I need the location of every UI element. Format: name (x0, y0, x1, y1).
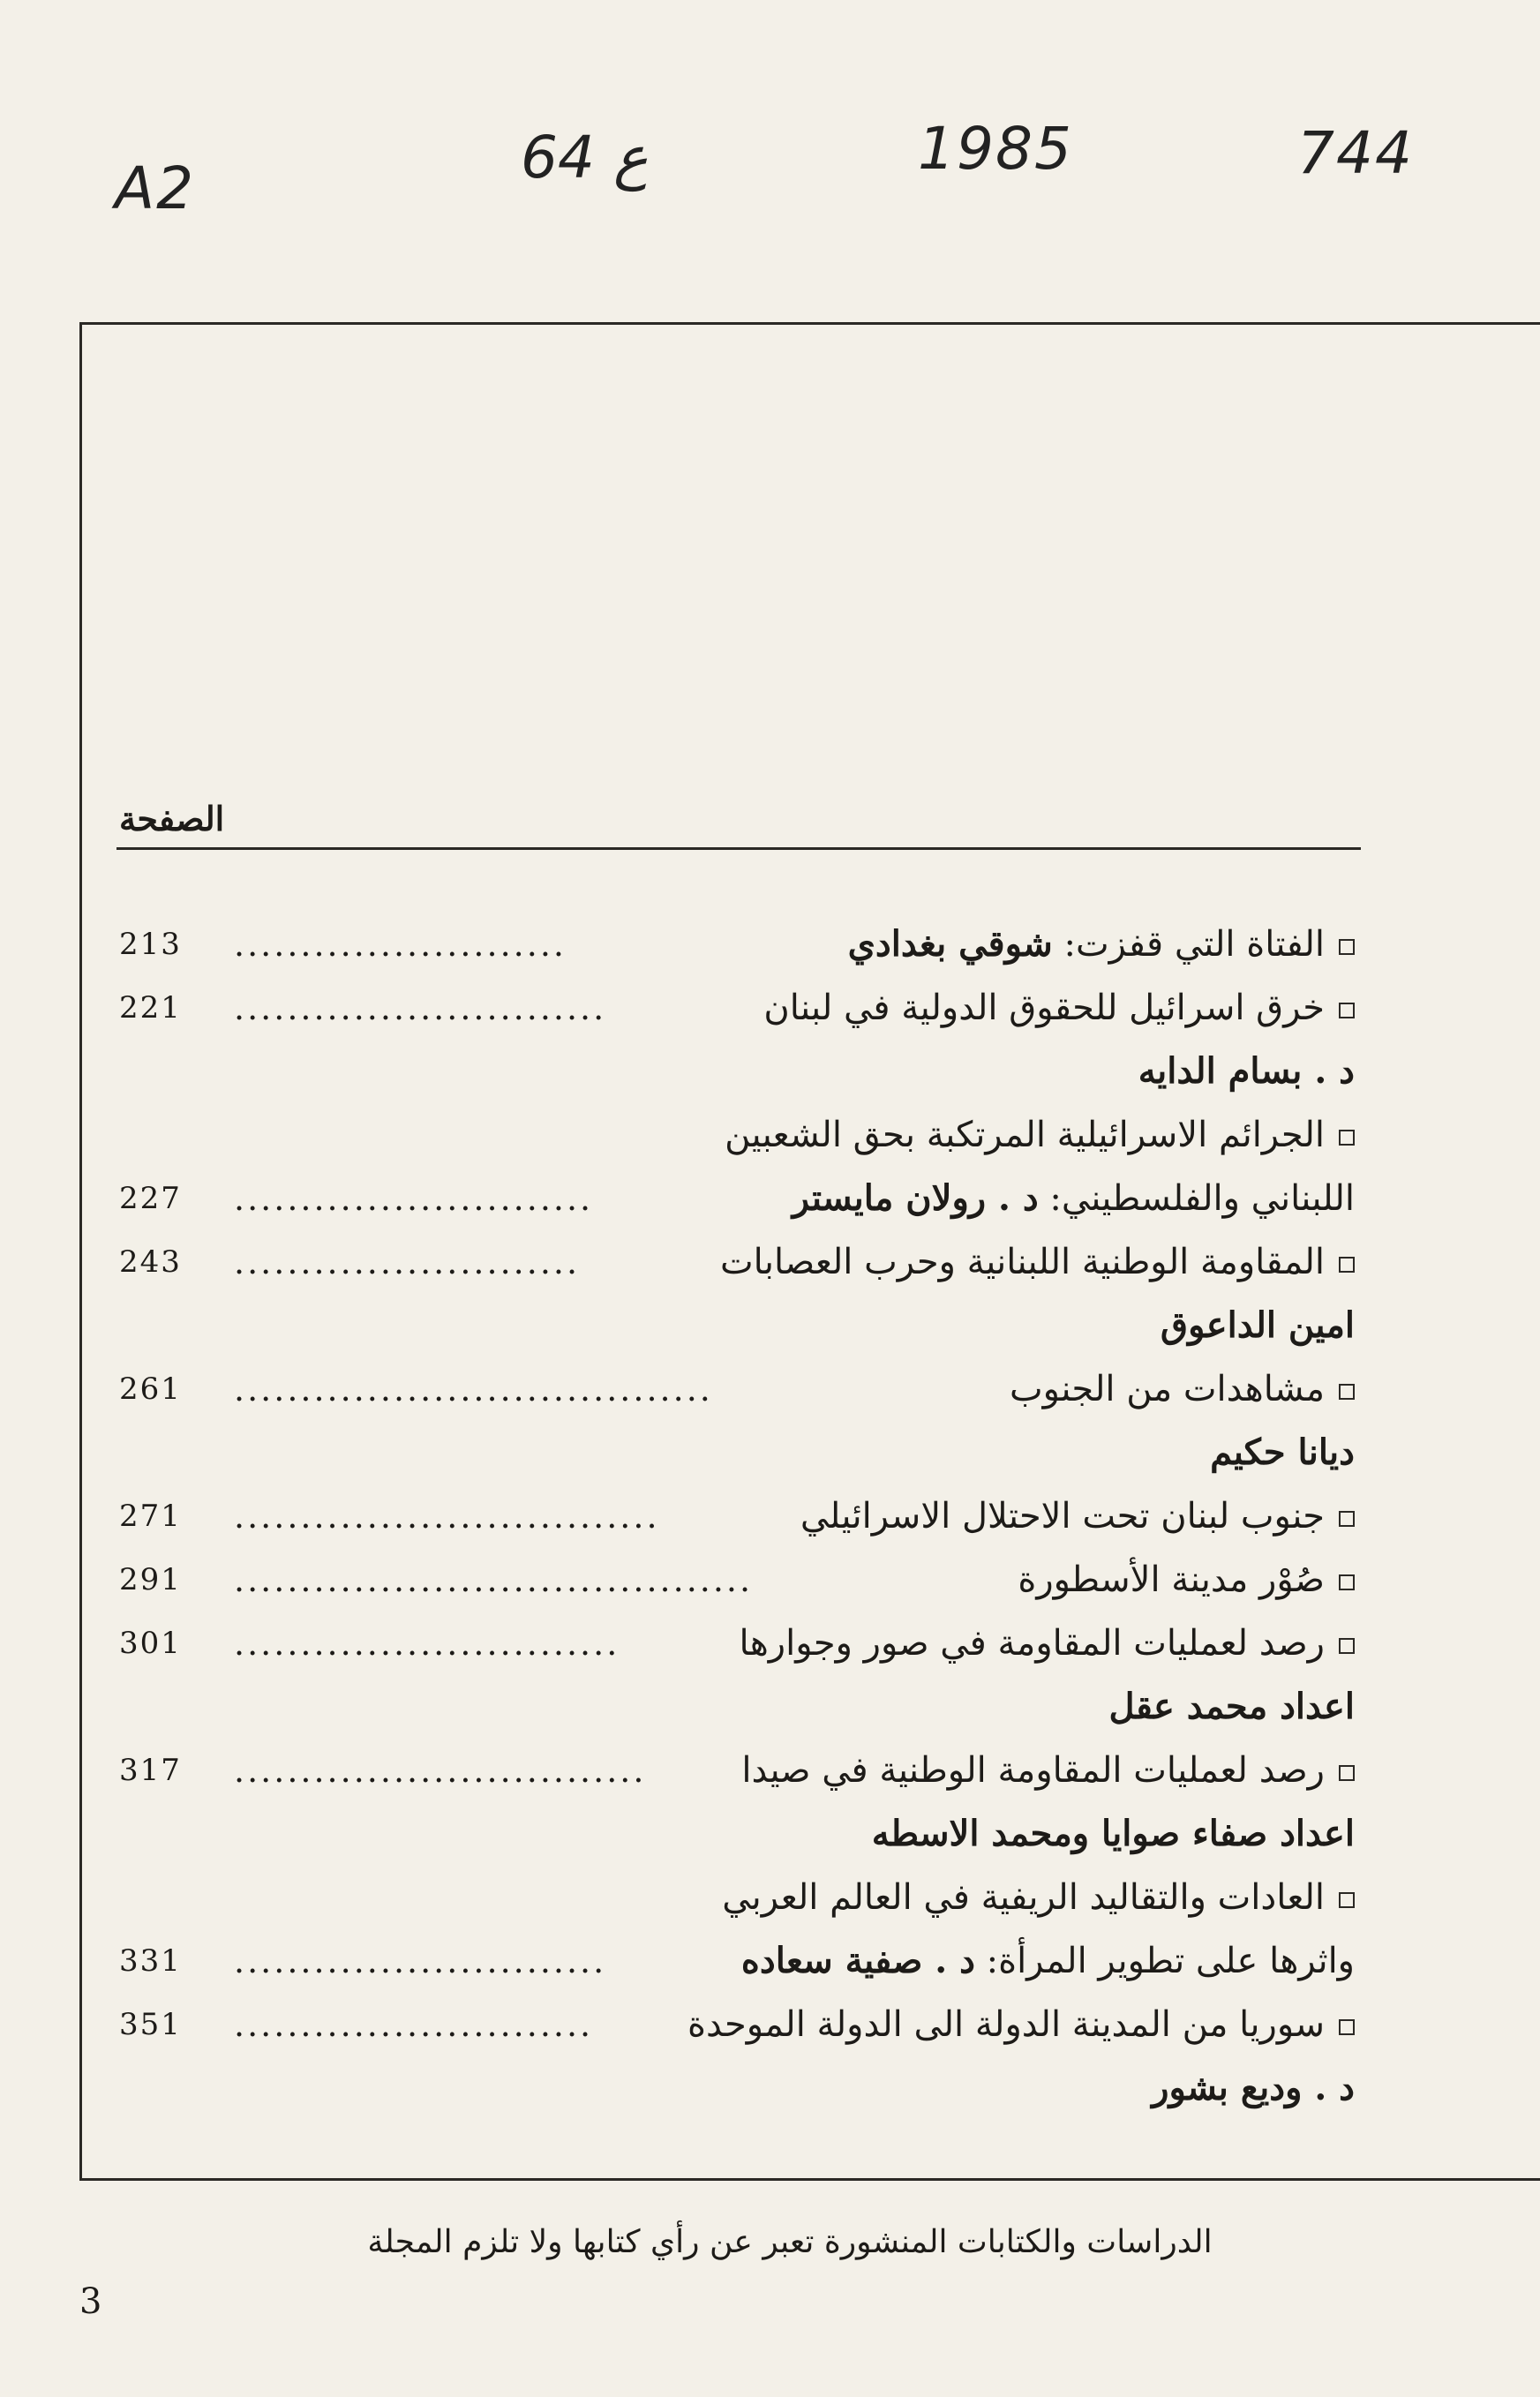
entry-text (687, 1998, 1355, 2051)
toc-entry (119, 1045, 1355, 1098)
entry-author: د . بسام الدايه (1138, 1050, 1355, 1092)
entry-title: العادات والتقاليد الريفية في العالم العربي (722, 1877, 1325, 1918)
toc-entry (119, 1680, 1355, 1733)
entry-title: سوريا من المدينة الدولة الى الدولة الموحدة (687, 2004, 1325, 2045)
footer-disclaimer: الدراسات والكتابات المنشورة تعبر عن رأي كتابها ولا تلزم المجلة (367, 2224, 1213, 2260)
entry-text (725, 1108, 1355, 1161)
toc-entry (119, 1617, 1355, 1670)
header-divider (116, 847, 1361, 850)
toc-entry (119, 1363, 1355, 1416)
entry-author: د . صفية سعاده (740, 1940, 975, 1981)
entry-page-number: 271 (119, 1499, 182, 1534)
entry-page-number: 317 (119, 1753, 182, 1788)
entry-page-number: 301 (119, 1626, 182, 1661)
entry-title: الفتاة التي قفزت: (1052, 924, 1325, 965)
toc-entry (119, 1553, 1355, 1606)
entry-text (1161, 1299, 1355, 1352)
toc-entry (119, 1108, 1355, 1161)
entry-text (763, 981, 1355, 1034)
bullet-square-icon (1339, 1511, 1355, 1527)
entry-title: اللبناني والفلسطيني: (1038, 1178, 1355, 1219)
entry-text (800, 1490, 1355, 1543)
entry-text (872, 1807, 1355, 1860)
toc-entry (119, 1236, 1355, 1289)
entry-author: اعداد محمد عقل (1108, 1686, 1355, 1727)
entry-title: رصد لعمليات المقاومة الوطنية في صيدا (741, 1750, 1325, 1791)
entry-page-number: 351 (119, 2007, 182, 2042)
entry-title: رصد لعمليات المقاومة في صور وجوارها (739, 1623, 1325, 1664)
dot-leader: .................................... (234, 1370, 713, 1409)
toc-entry (119, 981, 1355, 1034)
bullet-square-icon (1339, 1003, 1355, 1018)
entry-author: امين الداعوق (1161, 1304, 1355, 1346)
dot-leader: ............................ (234, 1942, 607, 1980)
handwritten-note: 744 (1297, 119, 1414, 187)
toc-entry (119, 1744, 1355, 1797)
dot-leader: ........................... (234, 1179, 594, 1218)
bullet-square-icon (1339, 1384, 1355, 1400)
dot-leader: ....................................... (234, 1560, 754, 1599)
entry-text (1018, 1553, 1355, 1606)
entry-text (848, 918, 1355, 971)
entry-page-number: 221 (119, 990, 182, 1026)
bullet-square-icon (1339, 1574, 1355, 1590)
bullet-square-icon (1339, 1130, 1355, 1146)
entry-page-number: 213 (119, 927, 182, 962)
entry-text (740, 1617, 1355, 1670)
entry-author: شوقي بغدادي (847, 923, 1053, 965)
dot-leader: ............................ (234, 988, 607, 1027)
entry-text (741, 1744, 1355, 1797)
toc-entry (119, 1299, 1355, 1352)
handwritten-note: 1985 (918, 115, 1073, 183)
page-number: 3 (79, 2281, 102, 2322)
bullet-square-icon (1339, 939, 1355, 955)
entry-title: المقاومة الوطنية اللبنانية وحرب العصابات (719, 1242, 1325, 1282)
entry-author: ديانا حكيم (1210, 1431, 1355, 1473)
entry-title: الجرائم الاسرائيلية المرتكبة بحق الشعبين (725, 1115, 1325, 1155)
handwritten-note: A2 (115, 154, 196, 222)
entry-title: خرق اسرائيل للحقوق الدولية في لبنان (763, 988, 1325, 1028)
entry-text (1210, 1426, 1355, 1479)
entry-text (1108, 1680, 1355, 1733)
entry-author: د . وديع بشور (1152, 2067, 1355, 2108)
entry-page-number: 243 (119, 1244, 182, 1280)
entry-author: د . رولان مايستر (792, 1177, 1039, 1219)
toc-entry (119, 1490, 1355, 1543)
entry-title: مشاهدات من الجنوب (1010, 1369, 1325, 1409)
handwritten-note: 64 ع (521, 124, 649, 192)
dot-leader: ......................... (234, 925, 567, 964)
entry-page-number: 227 (119, 1181, 182, 1216)
bullet-square-icon (1339, 1765, 1355, 1781)
toc-entry (119, 1807, 1355, 1860)
bullet-square-icon (1339, 1257, 1355, 1273)
entry-page-number: 331 (119, 1943, 182, 1979)
dot-leader: ................................ (234, 1497, 660, 1536)
entry-text (1152, 2062, 1355, 2115)
dot-leader: ............................... (234, 1751, 647, 1790)
page-column-header: الصفحة (119, 799, 225, 838)
toc-entry (119, 2062, 1355, 2115)
toc-entry (119, 918, 1355, 971)
toc-entry (119, 1935, 1355, 1987)
entry-text (793, 1172, 1355, 1225)
entry-title: جنوب لبنان تحت الاحتلال الاسرائيلي (800, 1496, 1325, 1537)
entry-text (1010, 1363, 1355, 1416)
dot-leader: ............................. (234, 1624, 620, 1663)
toc-entry (119, 1871, 1355, 1924)
entry-page-number: 291 (119, 1562, 182, 1597)
entry-text (720, 1236, 1355, 1289)
toc-entry (119, 1998, 1355, 2051)
dot-leader: ........................... (234, 2005, 594, 2044)
entry-page-number: 261 (119, 1371, 182, 1407)
entry-title: واثرها على تطوير المرأة: (974, 1941, 1355, 1981)
bullet-square-icon (1339, 1892, 1355, 1908)
bullet-square-icon (1339, 1638, 1355, 1654)
dot-leader: .......................... (234, 1243, 581, 1281)
entry-author: اعداد صفاء صوايا ومحمد الاسطه (871, 1813, 1355, 1854)
entry-title: صُوْر مدينة الأسطورة (1018, 1559, 1325, 1600)
entry-text (1138, 1045, 1355, 1098)
entry-text (741, 1935, 1355, 1987)
toc-entry (119, 1172, 1355, 1225)
bullet-square-icon (1339, 2019, 1355, 2035)
entry-text (722, 1871, 1355, 1924)
toc-entry (119, 1426, 1355, 1479)
